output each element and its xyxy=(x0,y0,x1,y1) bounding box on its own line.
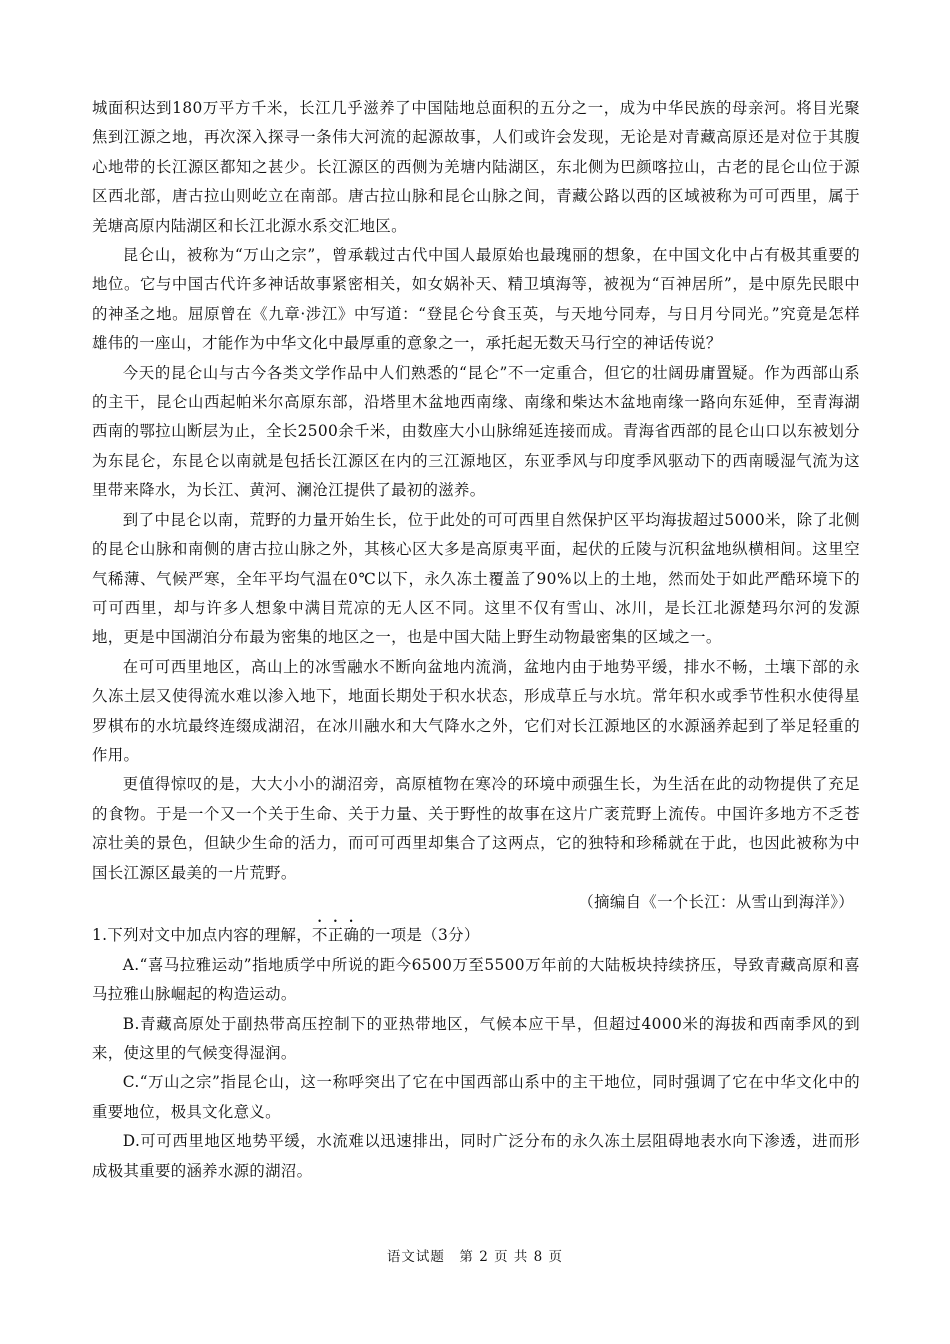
document-page xyxy=(92,94,860,1186)
page-footer: 语文试题 第 2 页 共 8 页 xyxy=(386,1249,564,1265)
question-1-stem xyxy=(92,917,860,950)
question-1-option-b: B.青藏高原处于副热带高压控制下的亚热带地区，气候本应干旱，但超过4000米的海拔和西南季风的到来，使这里的气候变得湿润。 xyxy=(92,1014,860,1062)
passage-paragraph-5: 在可可西里地区，高山上的冰雪融水不断向盆地内流淌，盆地内由于地势平缓，排水不畅，土壤下部的永久冻土层又使得流水难以渗入地下，地面长期处于积水状态，形成草丘与水坑。常年积水或季节性积水使得星罗棋布的水坑最终连缀成湖沼，在冰川融水和大气降水之外，它们对长江源地区的水源涵养起到了举足轻重的作用。 xyxy=(92,657,860,764)
question-1-option-c: C.“万山之宗”指昆仑山，这一称呼突出了它在中国西部山系中的主干地位，同时强调了它在中华文化中的重要地位，极具文化意义。 xyxy=(92,1073,860,1121)
passage-paragraph-3: 今天的昆仑山与古今各类文学作品中人们熟悉的“昆仑”不一定重合，但它的壮阔毋庸置疑。作为西部山系的主干，昆仑山西起帕米尔高原东部，沿塔里木盆地西南缘、南缘和柴达木盆地南缘一路向东延伸，至青海湖西南的鄂拉山断层为止，全长2500余千米，由数座大小山脉绵延连接而成。青海省西部的昆仑山口以东被划分为东昆仑，东昆仑以南就是包括长江源区在内的三江源地区，东亚季风与印度季风驱动下的西南暖湿气流为这里带来降水，为长江、黄河、澜沧江提供了最初的滋养。 xyxy=(92,363,860,500)
question-1-option-a: A.“喜马拉雅运动”指地质学中所说的距今6500万至5500万年前的大陆板块持续挤压，导致青藏高原和喜马拉雅山脉崛起的构造运动。 xyxy=(92,955,860,1004)
passage-paragraph-1: 城面积达到180万平方千米，长江几乎滋养了中国陆地总面积的五分之一，成为中华民族的母亲河。将目光聚焦到江源之地，再次深入探寻一条伟大河流的起源故事，人们或许会发现，无论是对青藏高原还是对位于其腹心地带的长江源区都知之甚少。长江源区的西侧为羌塘内陆湖区，东北侧为巴颜喀拉山，古老的昆仑山位于源区西北部，唐古拉山则屹立在南部。唐古拉山脉和昆仑山脉之间，青藏公路以西的区域被称为可可西里，属于羌塘高原内陆湖区和长江北源水系交汇地区。 xyxy=(92,99,860,235)
question-stem-text: 1.下列对文中加点内容的理解， xyxy=(92,926,313,945)
passage-source-citation: （摘编自《一个长江：从雪山到海洋》） xyxy=(578,892,854,911)
passage-paragraph-4: 到了中昆仑以南，荒野的力量开始生长，位于此处的可可西里自然保护区平均海拔超过5000米，除了北侧的昆仑山脉和南侧的唐古拉山脉之外，其核心区大多是高原夷平面，起伏的丘陵与沉积盆地纵横相间。这里空气稀薄、气候严寒，全年平均气温在0℃以下，永久冻土覆盖了90%以上的土地，然而处于如此严酷环境下的可可西里，却与许多人想象中满目荒凉的无人区不同。这里不仅有雪山、冰川，是长江北源楚玛尔河的发源地，更是中国湖泊分布最为密集的地区之一，也是中国大陆上野生动物最密集的区域之一。 xyxy=(92,510,860,647)
question-stem-points: 的一项是（3分） xyxy=(359,926,480,945)
question-1-option-d: D.可可西里地区地势平缓，水流难以迅速排出，同时广泛分布的永久冻土层阻碍地表水向下渗透，进而形成极其重要的涵养水源的湖沼。 xyxy=(92,1132,860,1180)
passage-paragraph-6: 更值得惊叹的是，大大小小的湖沼旁，高原植物在寒冷的环境中顽强生长，为生活在此的动物提供了充足的食物。于是一个又一个关于生命、关于力量、关于野性的故事在这片广袤荒野上流传。中国许多地方不乏苍凉壮美的景色，但缺少生命的活力，而可可西里却集合了这两点，它的独特和珍稀就在于此，也因此被称为中国长江源区最美的一片荒野。 xyxy=(92,775,860,882)
passage-paragraph-2: 昆仑山，被称为“万山之宗”，曾承载过古代中国人最原始也最瑰丽的想象，在中国文化中占有极其重要的地位。它与中国古代许多神话故事紧密相关，如女娲补天、精卫填海等，被视为“百神居所”，是中原先民眼中的神圣之地。屈原曾在《九章·涉江》中写道：“登昆仑兮食玉英，与天地兮同寿，与日月兮同光。”究竟是怎样雄伟的一座山，才能作为中华文化中最厚重的意象之一，承托起无数天马行空的神话传说？ xyxy=(92,246,860,353)
question-stem-emphasis: 不正确 xyxy=(312,926,360,945)
